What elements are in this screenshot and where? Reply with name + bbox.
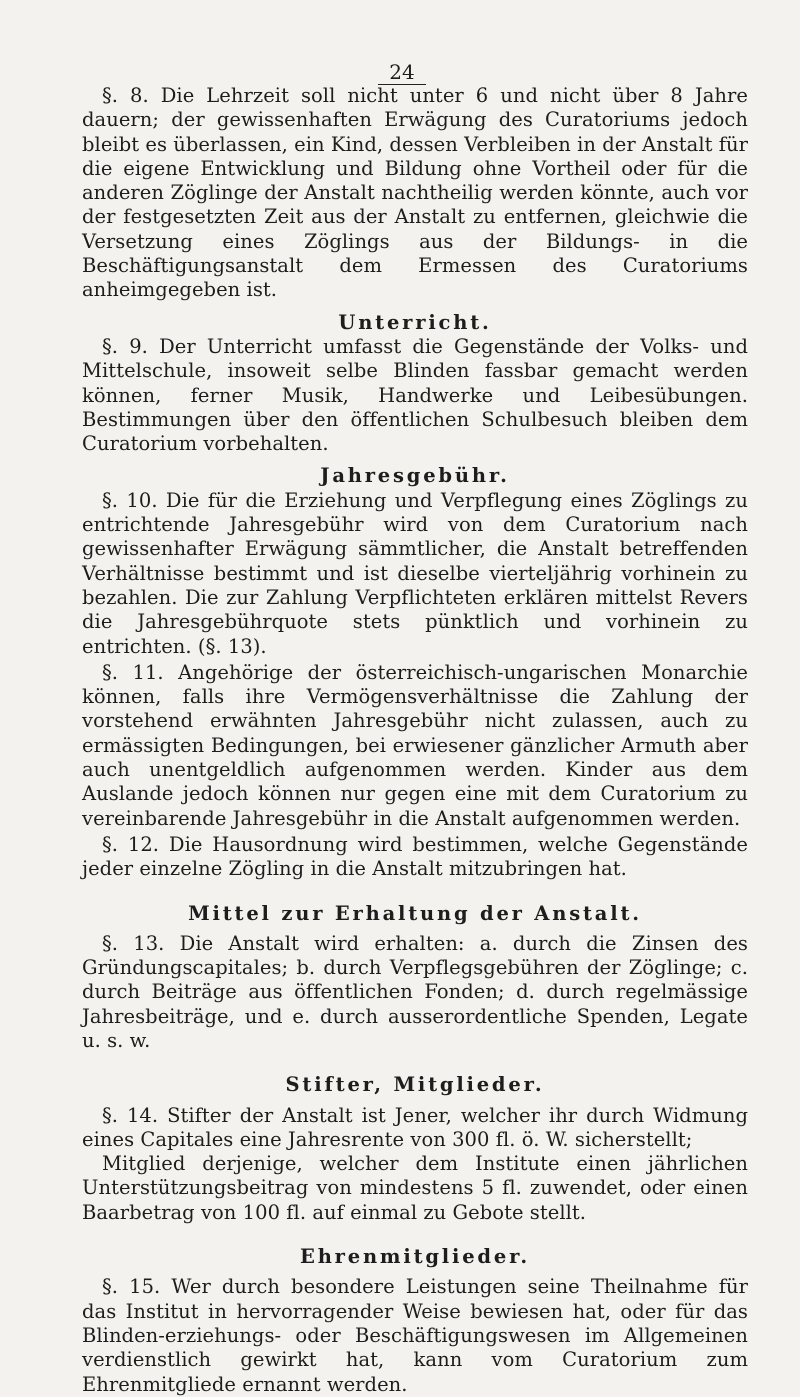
paragraph-section-11: §. 11. Angehörige der österreichisch-ungarischen Monarchie können, falls ihre Vermögensverhältnisse die Zahlung der vorstehend erwähnten Jahresgebühr nicht zulassen, auch zu ermässigten Bedingungen, bei erwiesener gänzlicher Armuth aber auch unentgeldlich aufgenommen werden. Kinder aus dem Auslande jedoch können nur gegen eine mit dem Curatorium zu vereinbarende Jahresgebühr in die Anstalt aufgenommen werden. bbox=[82, 660, 748, 830]
heading-unterricht: Unterricht. bbox=[338, 310, 492, 334]
paragraph-section-14-mitglied: Mitglied derjenige, welcher dem Institute einen jährlichen Unterstützungsbeitrag von mindestens 5 fl. zuwendet, oder einen Baarbetrag von 100 fl. auf einmal zu Gebote stellt. bbox=[82, 1152, 748, 1224]
paragraph-section-15: §. 15. Wer durch besondere Leistungen seine Theilnahme für das Institut in hervorragender Weise bewiesen hat, oder für das Blinden-erziehungs- oder Beschäftigungswesen im Allgemeinen verdienstlich gewirkt hat, kann vom Curatorium zum Ehrenmitgliede ernannt werden. bbox=[82, 1275, 748, 1396]
heading-stifter: Stifter, Mitglieder. bbox=[285, 1073, 545, 1097]
page-number: 24 bbox=[378, 60, 426, 85]
paragraph-section-12: §. 12. Die Hausordnung wird bestimmen, welche Gegenstände jeder einzelne Zögling in die Anstalt mitzubringen hat. bbox=[82, 832, 748, 881]
heading-jahresgebuehr: Jahresgebühr. bbox=[320, 464, 510, 488]
paragraph-section-10: §. 10. Die für die Erziehung und Verpflegung eines Zöglings zu entrichtende Jahresgebühr wird von dem Curatorium nach gewissenhafter Erwägung sämmtlicher, die Anstalt betreffenden Verhältnisse bestimmt und ist dieselbe vierteljährig vorhinein zu bezahlen. Die zur Zahlung Verpflichteten erklären mittelst Revers die Jahresgebührquote stets pünktlich und vorhinein zu entrichten. (§. 13). bbox=[82, 488, 748, 658]
paragraph-section-13: §. 13. Die Anstalt wird erhalten: a. durch die Zinsen des Gründungscapitales; b. durch Verpflegsgebühren der Zöglinge; c. durch Beiträge aus öffentlichen Fonden; d. durch regelmässige Jahresbeiträge, und e. durch ausserordentliche Spenden, Legate u. s. w. bbox=[82, 931, 748, 1052]
paragraph-section-9: §. 9. Der Unterricht umfasst die Gegenstände der Volks- und Mittelschule, insoweit selbe Blinden fassbar gemacht werden können, ferner Musik, Handwerke und Leibesübungen. Bestimmungen über den öffentlichen Schulbesuch bleiben dem Curatorium vorbehalten. bbox=[82, 334, 748, 456]
heading-ehrenmitglieder: Ehrenmitglieder. bbox=[300, 1245, 530, 1269]
heading-mittel: Mittel zur Erhaltung der Anstalt. bbox=[188, 901, 642, 925]
paragraph-section-8: §. 8. Die Lehrzeit soll nicht unter 6 und nicht über 8 Jahre dauern; der gewissenhaften Erwägung des Curatoriums jedoch bleibt es überlassen, ein Kind, dessen Verbleiben in der Anstalt für die eigene Entwicklung und Bildung ohne Vortheil oder für die anderen Zöglinge der Anstalt nachtheilig werden könnte, auch vor der festgesetzten Zeit aus der Anstalt zu entfernen, gleichwie die Versetzung eines Zöglings aus der Bildungs- in die Beschäftigungsanstalt dem Ermessen des Curatoriums anheimgegeben ist. bbox=[82, 84, 748, 302]
paragraph-section-14-stifter: §. 14. Stifter der Anstalt ist Jener, welcher ihr durch Widmung eines Capitales eine Jahresrente von 300 fl. ö. W. sicherstellt; bbox=[82, 1103, 748, 1151]
